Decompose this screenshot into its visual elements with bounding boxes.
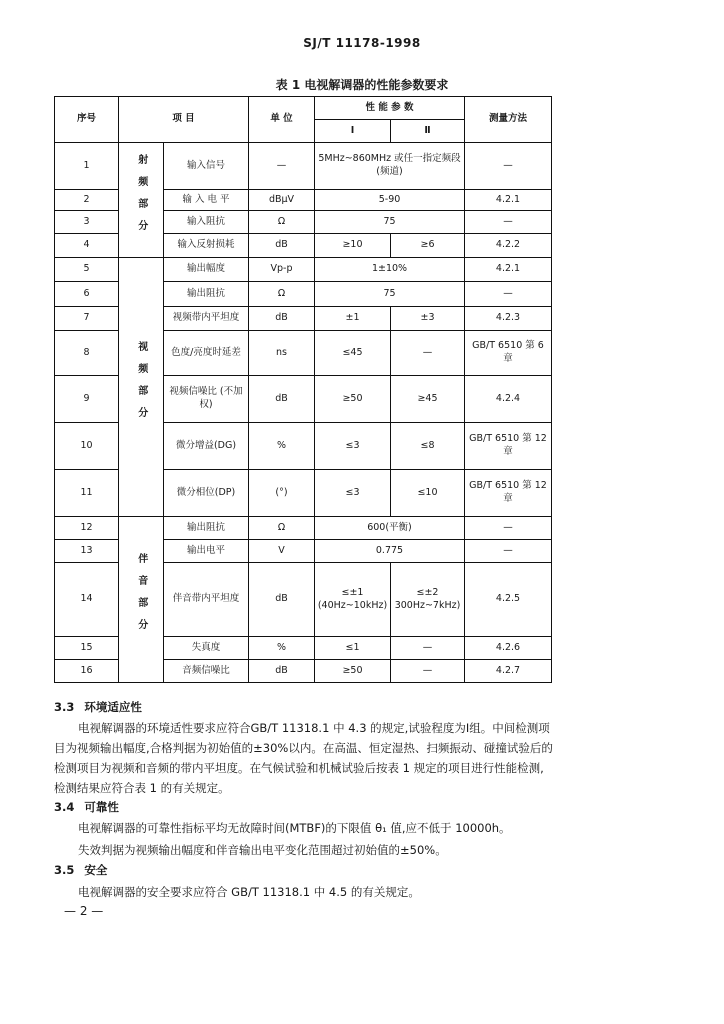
row-method: 4.2.4	[465, 376, 552, 423]
row-no: 16	[55, 660, 119, 683]
row-no: 12	[55, 517, 119, 540]
row-no: 3	[55, 211, 119, 234]
section-title: 环境适应性	[84, 700, 142, 714]
row-unit: Ω	[249, 211, 315, 234]
header-method: 测量方法	[465, 97, 552, 143]
row-item: 音频信噪比	[164, 660, 249, 683]
row-item: 伴音带内平坦度	[164, 563, 249, 637]
row-value: 600(平衡)	[315, 517, 465, 540]
category-video	[119, 258, 164, 517]
row-no: 5	[55, 258, 119, 282]
section-number: 3.3	[54, 700, 75, 714]
row-item: 输出幅度	[164, 258, 249, 282]
row-value: 0.775	[315, 540, 465, 563]
row-value: 75	[315, 282, 465, 307]
row-unit: Vp-p	[249, 258, 315, 282]
category-rf	[119, 143, 164, 258]
row-value-2: ≥45	[391, 376, 465, 423]
section-3-4-para-2: 失效判据为视频输出幅度和伴音输出电平变化范围超过初始值的±50%。	[78, 843, 447, 857]
section-3-5-heading	[54, 862, 117, 878]
section-3-5-body: 电视解调器的安全要求应符合 GB/T 11318.1 中 4.5 的有关规定。	[78, 885, 420, 899]
row-method: —	[465, 517, 552, 540]
row-unit: V	[249, 540, 315, 563]
row-no: 2	[55, 190, 119, 211]
category-rf-label: 射频部分	[135, 153, 147, 242]
row-value: 1±10%	[315, 258, 465, 282]
section-number: 3.5	[54, 863, 75, 877]
table-title: 表 1 电视解调器的性能参数要求	[275, 78, 449, 92]
row-no: 8	[55, 331, 119, 376]
row-no: 1	[55, 143, 119, 190]
performance-table	[54, 96, 552, 683]
section-number: 3.4	[54, 800, 75, 814]
row-value-1: ≥50	[315, 376, 391, 423]
row-item: 色度/亮度时延差	[164, 331, 249, 376]
row-no: 7	[55, 307, 119, 331]
row-value-1: ≥50	[315, 660, 391, 683]
row-value-1: ±1	[315, 307, 391, 331]
row-no: 9	[55, 376, 119, 423]
row-method: —	[465, 211, 552, 234]
section-3-3-body: 电视解调器的环境适性要求应符合GB/T 11318.1 中 4.3 的规定,试验程度为Ⅰ组。中间检测项目为视频输出幅度,合格判据为初始值的±30%以内。在高温、恒定湿热、扫频振动、碰撞试验后的检测项目为视频和音频的带内平坦度。在气候试验和机械试验后按表 1 规定的项目进行性能检测,检测结果应符合表 1 的有关规定。	[54, 721, 553, 795]
page-number: — 2 —	[64, 904, 104, 918]
section-3-4-para-1: 电视解调器的可靠性指标平均无故障时间(MTBF)的下限值 θ₁ 值,应不低于 10000h。	[78, 821, 511, 835]
row-unit: (°)	[249, 470, 315, 517]
row-value-2: —	[391, 331, 465, 376]
document-header: SJ/T 11178-1998	[303, 36, 421, 50]
header-item: 项 目	[119, 97, 249, 143]
row-item: 输出电平	[164, 540, 249, 563]
row-value-1: ≤±1 (40Hz~10kHz)	[315, 563, 391, 637]
row-method: GB/T 6510 第 6 章	[465, 331, 552, 376]
section-3-4-heading	[54, 799, 129, 815]
row-item: 视频信噪比 (不加权)	[164, 376, 249, 423]
row-unit: dB	[249, 660, 315, 683]
section-title: 安全	[84, 863, 108, 877]
row-method: 4.2.1	[465, 190, 552, 211]
row-no: 14	[55, 563, 119, 637]
row-value-2: ≤±2 300Hz~7kHz)	[391, 563, 465, 637]
row-value: 75	[315, 211, 465, 234]
row-no: 15	[55, 637, 119, 660]
row-value-1: ≤3	[315, 423, 391, 470]
category-audio-label: 伴音部分	[135, 553, 147, 642]
row-unit: dBμV	[249, 190, 315, 211]
row-value-2: —	[391, 637, 465, 660]
row-unit: ns	[249, 331, 315, 376]
row-value-1: ≥10	[315, 234, 391, 258]
row-unit: Ω	[249, 282, 315, 307]
row-item: 视频带内平坦度	[164, 307, 249, 331]
row-no: 13	[55, 540, 119, 563]
row-value-2: ±3	[391, 307, 465, 331]
header-perf: 性 能 参 数	[315, 97, 465, 120]
row-item: 失真度	[164, 637, 249, 660]
row-method: GB/T 6510 第 12 章	[465, 470, 552, 517]
row-item: 输出阻抗	[164, 517, 249, 540]
row-method: —	[465, 282, 552, 307]
header-unit: 单 位	[249, 97, 315, 143]
category-audio	[119, 517, 164, 683]
section-title: 可靠性	[84, 800, 119, 814]
row-method: 4.2.7	[465, 660, 552, 683]
row-unit: dB	[249, 234, 315, 258]
row-no: 6	[55, 282, 119, 307]
section-3-3-heading	[54, 699, 152, 715]
row-item: 输出阻抗	[164, 282, 249, 307]
row-unit: %	[249, 637, 315, 660]
row-value: 5MHz~860MHz 或任一指定频段(频道)	[315, 143, 465, 190]
row-method: 4.2.5	[465, 563, 552, 637]
row-value-1: ≤45	[315, 331, 391, 376]
row-item: 输入反射损耗	[164, 234, 249, 258]
row-method: 4.2.2	[465, 234, 552, 258]
row-value-2: ≤8	[391, 423, 465, 470]
row-value: 5-90	[315, 190, 465, 211]
row-method: GB/T 6510 第 12 章	[465, 423, 552, 470]
row-unit: dB	[249, 563, 315, 637]
row-method: 4.2.6	[465, 637, 552, 660]
row-value-2: —	[391, 660, 465, 683]
row-no: 10	[55, 423, 119, 470]
header-seq: 序号	[55, 97, 119, 143]
row-value-1: ≤1	[315, 637, 391, 660]
row-unit: dB	[249, 376, 315, 423]
header-grade-1: Ⅰ	[315, 120, 391, 143]
row-method: 4.2.1	[465, 258, 552, 282]
row-method: —	[465, 143, 552, 190]
row-item: 微分相位(DP)	[164, 470, 249, 517]
row-item: 输入信号	[164, 143, 249, 190]
row-unit: Ω	[249, 517, 315, 540]
row-item: 输入阻抗	[164, 211, 249, 234]
row-unit: —	[249, 143, 315, 190]
category-video-label: 视频部分	[135, 340, 147, 429]
header-grade-2: Ⅱ	[391, 120, 465, 143]
row-method: 4.2.3	[465, 307, 552, 331]
row-no: 11	[55, 470, 119, 517]
row-unit: dB	[249, 307, 315, 331]
row-value-2: ≤10	[391, 470, 465, 517]
row-value-1: ≤3	[315, 470, 391, 517]
row-item: 输 入 电 平	[164, 190, 249, 211]
row-item: 微分增益(DG)	[164, 423, 249, 470]
row-value-2: ≥6	[391, 234, 465, 258]
row-no: 4	[55, 234, 119, 258]
row-method: —	[465, 540, 552, 563]
row-unit: %	[249, 423, 315, 470]
